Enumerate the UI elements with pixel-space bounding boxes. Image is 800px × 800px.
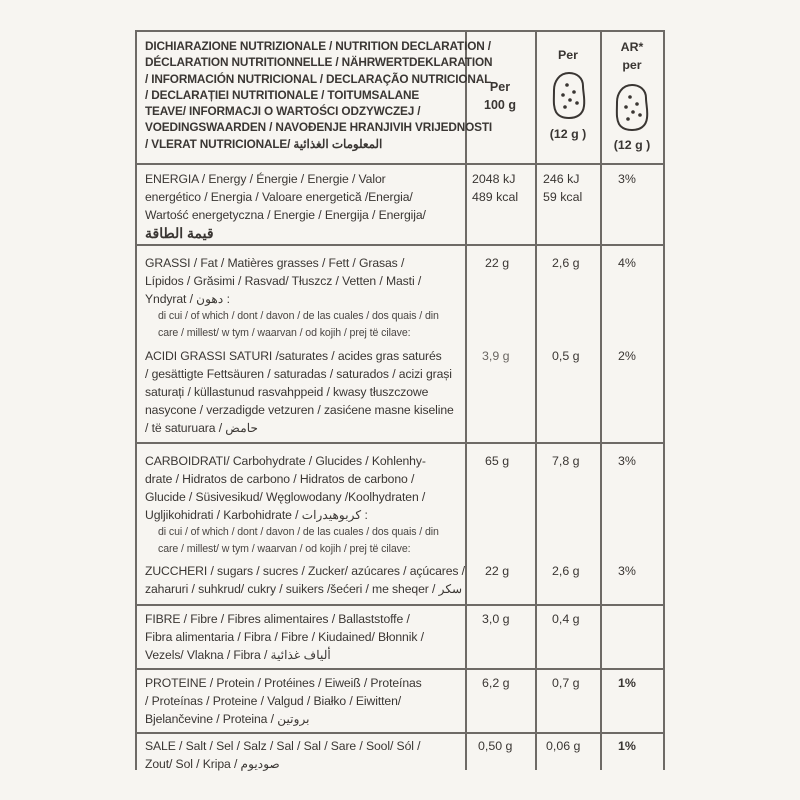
carbs-per100: 65 g <box>485 454 510 468</box>
fibre-perportion: 0,4 g <box>552 612 580 626</box>
header-title-line: TEAVE/ INFORMACJI O WARTOŚCI ODZYWCZEJ / <box>145 104 421 119</box>
of-which-line: care / millest/ w tym / waarvan / od kojih / prej të cilave: <box>158 326 411 339</box>
fat-label-line: Lípidos / Grăsimi / Rasvad/ Tłuszcz / Vetten / Masti / <box>145 274 422 288</box>
carbs-label-line: CARBOIDRATI/ Carbohydrate / Glucides / Kohlenhy- <box>145 454 426 468</box>
header-title-line: VOEDINGSWAARDEN / NAVOĐENJE HRANJIVIH VRIJEDNOSTI <box>145 120 493 135</box>
row-divider <box>135 163 665 165</box>
of-which-line: care / millest/ w tym / waarvan / od kojih / prej të cilave: <box>158 542 411 555</box>
saturates-label-line: / të saturuara / حامض <box>145 421 258 435</box>
protein-per100: 6,2 g <box>482 676 510 690</box>
header-title-line: / VLERAT NUTRICIONALE/ المعلومات الغذائية <box>145 136 383 151</box>
saturates-label <box>145 347 454 437</box>
energy-kj-portion: 246 kJ <box>543 172 580 186</box>
saturates-perportion: 0,5 g <box>552 349 580 363</box>
salt-label-line: SALE / Salt / Sel / Salz / Sal / Sal / Sare / Sool/ Sól / <box>145 739 421 753</box>
protein-label <box>145 674 422 728</box>
header-title-line: / INFORMACIÓN NUTRICIONAL / DECLARAÇÃO NUTRICIONAL <box>145 71 492 86</box>
energy-label <box>145 170 426 242</box>
energy-kcal-portion: 59 kcal <box>543 190 583 204</box>
salt-per100: 0,50 g <box>478 739 513 753</box>
energy-label-line: قيمة الطاقة <box>145 225 214 241</box>
row-divider <box>135 604 665 606</box>
header-title <box>145 38 492 152</box>
saturates-ar: 2% <box>618 349 636 363</box>
per-portion-header-top: Per <box>558 48 578 62</box>
carbs-ar: 3% <box>618 454 636 468</box>
protein-label-line: / Proteínas / Proteine / Valgud / Białko / Eiwitten/ <box>145 694 402 708</box>
ar-header-line: per <box>622 58 642 72</box>
sugars-per100: 22 g <box>485 564 510 578</box>
salt-label-line: Zout/ Sol / Kripa / صوديوم <box>145 757 280 771</box>
energy-label-line: ENERGIA / Energy / Énergie / Energie / Valor <box>145 172 386 186</box>
fibre-label-line: FIBRE / Fibre / Fibres alimentaires / Ballaststoffe / <box>145 612 410 626</box>
protein-label-line: Bjelančevine / Proteina / بروتين <box>145 712 310 726</box>
row-divider <box>135 442 665 444</box>
saturates-label-line: / gesättigte Fettsäuren / saturadas / saturados / acizi grași <box>145 367 452 381</box>
carbs-label-line: Ugljikohidrati / Karbohidrate / كربوهيدرات : <box>145 508 368 522</box>
of-which-line: di cui / of which / dont / davon / de las cuales / dos quais / din <box>158 310 439 322</box>
per-portion-header-bottom: (12 g ) <box>549 127 587 141</box>
ar-header-line: AR* <box>620 40 644 54</box>
row-divider <box>135 30 665 32</box>
saturates-label-line: ACIDI GRASSI SATURI /saturates / acides gras saturés <box>145 349 442 363</box>
per-100g-header-line: 100 g <box>484 98 516 112</box>
fat-label-line: Yndyrat / دهون : <box>145 292 231 306</box>
carbs-label <box>145 452 426 524</box>
salt-perportion: 0,06 g <box>546 739 581 753</box>
sugars-label-line: zaharuri / suhkrud/ cukry / suikers /šećeri / me sheqer / سكر <box>145 582 463 596</box>
table-border-right <box>663 30 665 770</box>
fibre-label <box>145 610 424 664</box>
biscuit-icon <box>613 82 651 132</box>
per-100g-header-line: Per <box>489 80 511 94</box>
fat-label <box>145 254 421 308</box>
sugars-label <box>145 562 465 598</box>
carbs-label-line: drate / Hidratos de carbono / Hidratos de carbono / <box>145 472 415 486</box>
saturates-label-line: nasycone / verzadigde vetzuren / zasićene masne kiseline <box>145 403 454 417</box>
saturates-label-line: saturați / küllastunud rasvahppeid / kwasy tłuszczowe <box>145 385 429 399</box>
header-title-line: DÉCLARATION NUTRITIONNELLE / NÄHRWERTDEKLARATION <box>145 55 493 70</box>
energy-perportion <box>543 170 582 206</box>
table-border-left <box>135 30 137 770</box>
of-which-line: di cui / of which / dont / davon / de las cuales / dos quais / din <box>158 526 439 538</box>
protein-perportion: 0,7 g <box>552 676 580 690</box>
fibre-label-line: Fibra alimentaria / Fibra / Fibre / Kiudained/ Błonnik / <box>145 630 424 644</box>
fat-label-line: GRASSI / Fat / Matières grasses / Fett / Grasas / <box>145 256 405 270</box>
fat-ar: 4% <box>618 256 636 270</box>
saturates-per100: 3,9 g <box>482 349 510 363</box>
header-title-line: DICHIARAZIONE NUTRIZIONALE / NUTRITION DECLARATION / <box>145 39 491 53</box>
row-divider <box>135 244 665 246</box>
salt-ar: 1% <box>618 739 636 753</box>
energy-label-line: Wartość energetyczna / Energie / Energija / Energija/ <box>145 208 426 222</box>
fat-of-which <box>158 308 439 341</box>
carbs-of-which <box>158 524 439 557</box>
protein-label-line: PROTEINE / Protein / Protéines / Eiweiß / Proteínas <box>145 676 422 690</box>
fat-perportion: 2,6 g <box>552 256 580 270</box>
row-divider <box>135 732 665 734</box>
energy-label-line: energético / Energia / Valoare energetică /Energia/ <box>145 190 413 204</box>
ar-header-bottom: (12 g ) <box>613 138 651 152</box>
protein-ar: 1% <box>618 676 636 690</box>
sugars-perportion: 2,6 g <box>552 564 580 578</box>
sugars-label-line: ZUCCHERI / sugars / sucres / Zucker/ azúcares / açúcares / <box>145 564 465 578</box>
fibre-per100: 3,0 g <box>482 612 510 626</box>
energy-per100 <box>472 170 518 206</box>
per-100g-header <box>467 78 533 114</box>
salt-label <box>145 737 420 773</box>
fat-per100: 22 g <box>485 256 510 270</box>
carbs-perportion: 7,8 g <box>552 454 580 468</box>
row-divider <box>135 668 665 670</box>
energy-kcal-value: 489 kcal <box>472 190 519 204</box>
header-title-line: / DECLARAȚIEI NUTRITIONALE / TOITUMSALANE <box>145 87 420 102</box>
energy-ar: 3% <box>618 172 636 186</box>
biscuit-icon <box>550 70 588 120</box>
sugars-ar: 3% <box>618 564 636 578</box>
fibre-label-line: Vezels/ Vlakna / Fibra / ألياف غذائية <box>145 648 331 662</box>
energy-kj-value: 2048 kJ <box>472 172 516 186</box>
ar-header-top <box>602 38 662 74</box>
carbs-label-line: Glucide / Süsivesikud/ Węglowodany /Koolhydraten / <box>145 490 426 504</box>
